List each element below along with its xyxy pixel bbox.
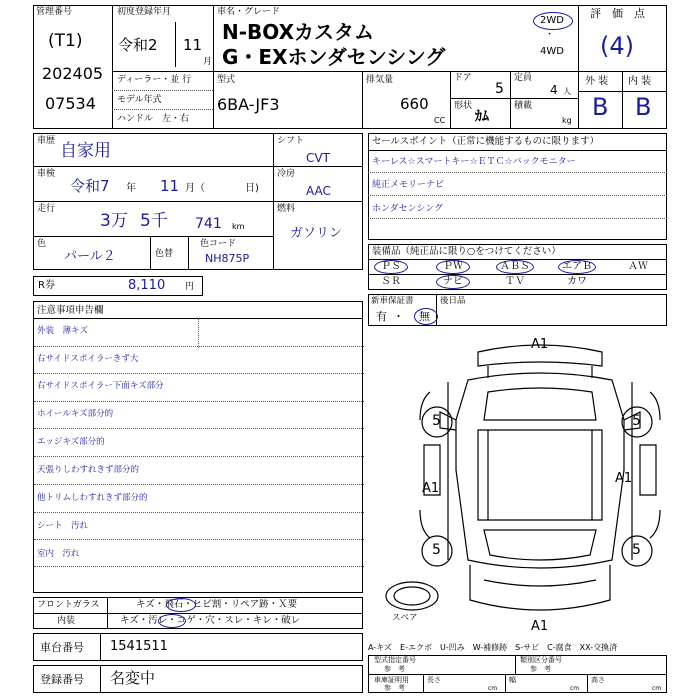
note-line-5: エッジキズ部分的: [37, 437, 105, 447]
chassis-value: 1541511: [110, 639, 168, 654]
shape-value: ｶﾑ: [475, 109, 489, 125]
interior-items: キズ・汚レ・コゲ・穴・スレ・キレ・破レ: [120, 615, 301, 626]
later-items-label: 後日品: [440, 296, 466, 306]
class-ref: 参 考: [530, 665, 551, 673]
equip-leather: カワ: [567, 276, 587, 287]
front-glass-items: キズ・飛石・ヒビ割・リペア跡・Ｘ要: [136, 599, 298, 610]
note-line-1: 外装 薄キズ: [37, 326, 88, 336]
mark-wheel-rr: 5: [632, 542, 641, 558]
shift-value: CVT: [306, 151, 330, 165]
r-label: R券: [38, 280, 55, 291]
mileage-rest: 741: [195, 216, 222, 232]
cert-label: 車庫証明用: [374, 676, 409, 684]
r-value: 8,110: [128, 278, 166, 293]
equip-sr: ＳＲ: [381, 276, 401, 287]
interior-stain-circle: [158, 614, 186, 628]
warranty-dot: ・: [393, 310, 404, 323]
displacement-label: 排気量: [366, 75, 394, 85]
equip-navi: ナビ: [443, 276, 463, 287]
equip-aw: ＡＷ: [628, 261, 648, 272]
door-label: ドア: [454, 73, 472, 83]
first-reg-era: 令和2: [118, 36, 158, 54]
selling-point-1: キーレス☆スマートキー☆ＥＴＣ☆バックモニター: [372, 157, 576, 167]
selling-point-2: 純正メモリーナビ: [372, 180, 445, 190]
mgmt-number-2: 07534: [45, 94, 96, 113]
model-value: 6BA-JF3: [217, 95, 280, 114]
warranty-label: 新車保証書: [371, 296, 414, 306]
shift-label: シフト: [277, 136, 305, 146]
equip-airbag: エアＢ: [562, 261, 592, 272]
mgmt-number-1: 202405: [42, 64, 104, 83]
mileage-label: 走行: [37, 204, 56, 214]
mark-wheel-fl: 5: [432, 413, 441, 429]
mark-wheel-rl: 5: [432, 542, 441, 558]
inspection-day-unit: 日): [245, 183, 259, 194]
color-label: 色: [37, 239, 47, 249]
mileage-man: 3万: [100, 211, 128, 231]
mgmt-label: 管理番号: [36, 7, 73, 17]
type-label: 型式指定番号: [374, 656, 416, 664]
note-line-8: シート 汚れ: [37, 521, 89, 531]
equipment-title: 装備品（純正品に限り○をつけてください）: [372, 246, 561, 257]
color-value: パール２: [64, 249, 116, 264]
first-reg-month-unit: 月: [203, 57, 213, 67]
note-line-9: 室内 汚れ: [37, 549, 80, 559]
door-value: 5: [495, 81, 504, 97]
warranty-yes: 有: [376, 310, 387, 323]
capacity-label: 定員: [514, 73, 533, 83]
equip-ps: ＰＳ: [381, 261, 401, 272]
class-label: 類別区分番号: [520, 656, 562, 664]
mark-left-side-a1: A1: [422, 481, 440, 496]
equip-tv: ＴＶ: [505, 276, 525, 287]
note-line-4: ホイールキズ部分的: [37, 409, 114, 419]
inspection-label: 車検: [37, 169, 56, 179]
fuel-value: ガソリン: [290, 226, 343, 241]
width-unit: cm: [570, 685, 580, 692]
first-reg-label: 初度登録年月: [117, 7, 172, 17]
inspection-year-unit: 年: [126, 183, 136, 194]
recolor-label: 色替: [155, 249, 174, 259]
note-line-2: 右サイドスポイラーきず大: [37, 354, 139, 364]
drive-2wd: 2WD: [540, 15, 564, 26]
interior-value: B: [635, 93, 652, 121]
handle-label: ハンドル 左・右: [117, 114, 190, 124]
capacity-value: 4: [550, 83, 558, 97]
height-label: 高さ: [591, 676, 605, 684]
mileage-thousand: 5千: [140, 211, 168, 231]
history-value: 自家用: [60, 141, 111, 161]
inspection-era: 令和7: [70, 177, 110, 195]
first-reg-month: 11: [183, 36, 203, 54]
history-label: 車歴: [37, 136, 56, 146]
exterior-value: B: [592, 93, 609, 121]
rating-label: 評 価 点: [590, 7, 645, 20]
selling-points-title: セールスポイント（正常に機能するものに限ります）: [372, 136, 600, 147]
load-label: 積載: [514, 101, 533, 111]
dealer-label: ディーラー・並 行: [117, 75, 192, 85]
front-glass-circle: [166, 598, 196, 612]
damage-legend: A-キズ E-エクボ U-凹み W-補修跡 S-サビ C-腐食 XX-交換済: [368, 643, 618, 652]
mark-roof-a1: A1: [531, 337, 549, 352]
inspection-month-unit: 月（: [185, 183, 205, 194]
registration-value: 名変中: [110, 669, 156, 687]
equip-abs: ＡＢＳ: [500, 261, 530, 272]
displacement-value: 660: [400, 95, 429, 113]
length-unit: cm: [488, 685, 498, 692]
registration-label: 登録番号: [40, 673, 84, 686]
capacity-unit: 人: [563, 87, 571, 96]
colorcode-label: 色コード: [200, 239, 237, 249]
equip-pw: ＰＷ: [443, 261, 463, 272]
interior-label: 内 装: [628, 76, 652, 87]
car-name: N-BOXカスタム: [222, 20, 374, 44]
rating-value: (4): [600, 32, 634, 60]
warranty-no: 無: [419, 310, 430, 323]
height-unit: cm: [652, 685, 662, 692]
kg-unit: kg: [562, 116, 572, 125]
drive-4wd: 4WD: [540, 46, 564, 57]
cc-unit: CC: [434, 116, 446, 125]
cert-ref: 参 考: [384, 684, 405, 692]
exterior-label: 外 装: [585, 76, 609, 87]
note-line-7: 他トリムしわすれきず部分的: [37, 493, 148, 503]
mgmt-code: (T1): [48, 31, 83, 51]
interior-label-glass: 内装: [57, 616, 76, 626]
note-line-6: 天張りしわすれきず部分的: [37, 465, 140, 475]
aircon-value: AAC: [306, 184, 331, 198]
mark-right-side-a1: A1: [615, 471, 633, 486]
mark-front-a1: A1: [531, 619, 549, 634]
mark-wheel-fr: 5: [632, 413, 641, 429]
fuel-label: 燃料: [277, 204, 296, 214]
colorcode-value: NH875P: [205, 252, 250, 265]
drive-dot: ・: [545, 30, 555, 40]
model-label: 型式: [217, 75, 236, 85]
aircon-label: 冷房: [277, 169, 296, 179]
length-label: 長さ: [427, 676, 441, 684]
inspection-month: 11: [160, 177, 180, 195]
km-unit: km: [232, 222, 245, 231]
r-unit: 円: [185, 282, 195, 292]
car-grade: G・EXホンダセンシング: [222, 45, 446, 69]
spare-label: スペア: [392, 613, 418, 623]
shape-label: 形状: [454, 101, 473, 111]
note-line-3: 右サイドスポイラー下面キズ部分: [37, 381, 164, 391]
model-year-label: モデル年式: [117, 95, 162, 105]
selling-point-3: ホンダセンシング: [372, 204, 444, 214]
width-label: 幅: [509, 676, 516, 684]
notes-title: 注意事項申告欄: [37, 305, 104, 316]
name-label: 車名・グレード: [217, 7, 281, 17]
type-ref: 参 考: [384, 665, 405, 673]
front-glass-label: フロントガラス: [37, 600, 100, 610]
chassis-label: 車台番号: [40, 641, 84, 654]
